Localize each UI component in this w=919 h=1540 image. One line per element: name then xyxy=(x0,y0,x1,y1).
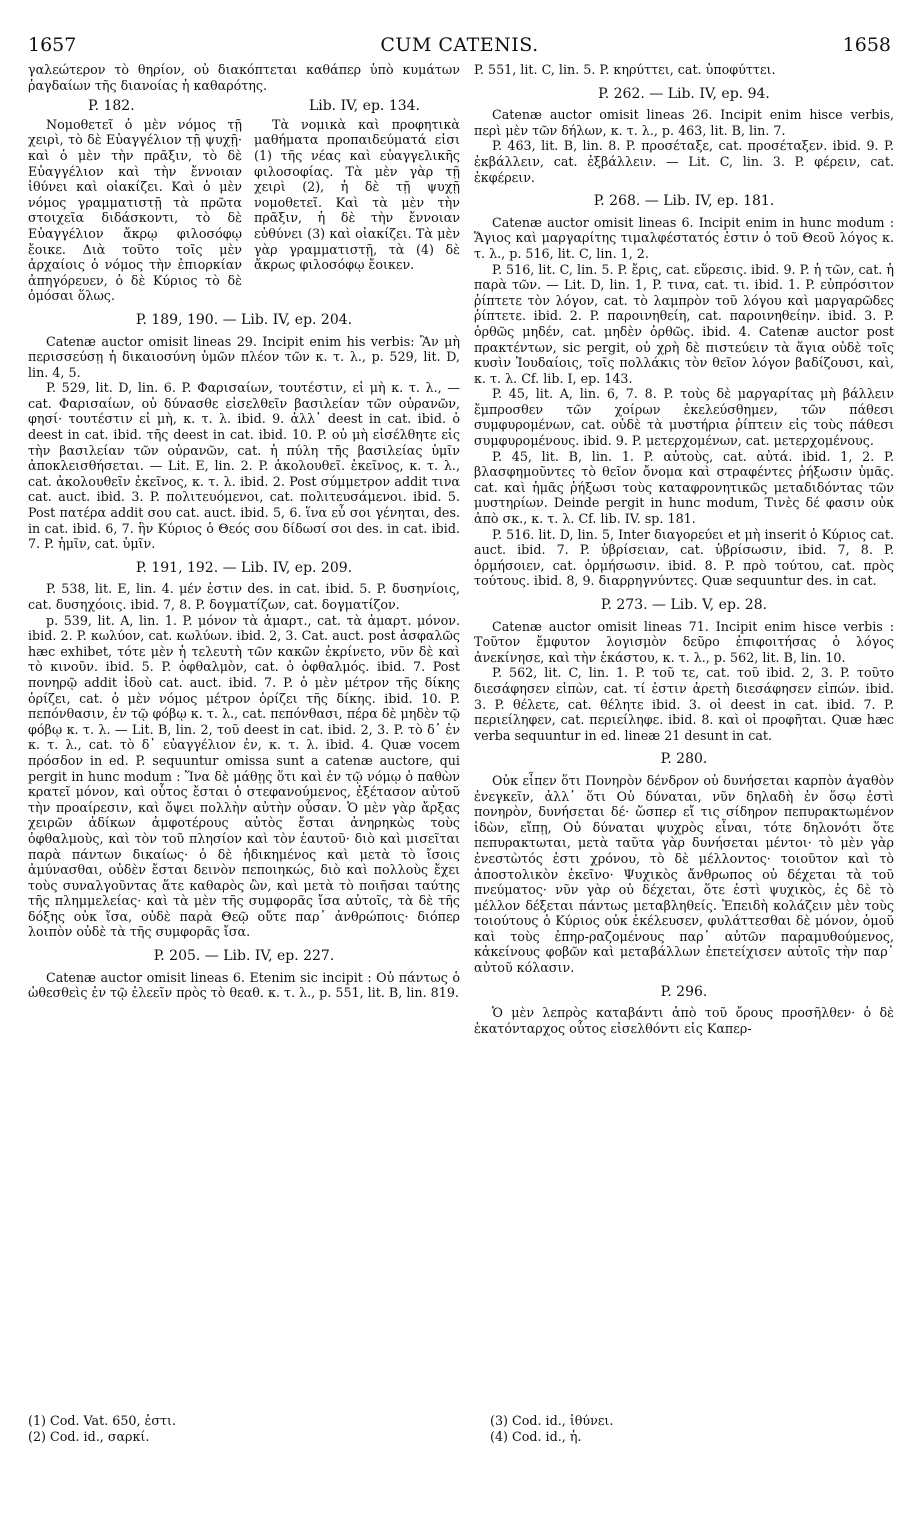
left-column xyxy=(28,62,460,1001)
section-text: Catenæ auctor omisit lineas 26. Incipit enim hisce verbis, περὶ μὲν τῶν δήλων, κ. τ. λ., p. 463, lit. B, lin. 7. xyxy=(474,107,894,138)
section-text: Catenæ auctor omisit lineas 6. Etenim sic incipit : Οὐ πάντως ὁ ὠθεσθεὶς ἐν τῷ ἐλεεῖν πρὸς τὸ θεαθ. κ. τ. λ., p. 551, lit. B, lin. 819. xyxy=(28,969,460,1001)
page-number-left: 1657 xyxy=(28,34,77,56)
parallel-text-a: Νομοθετεῖ ὁ μὲν νόμος τῇ χειρὶ, τὸ δὲ Εὐαγγέλιον τῇ ψυχῇ· καὶ ὁ μὲν τὴν πρᾶξιν, τὸ δὲ Εὐαγγέλιον καὶ τὴν ἔννοιαν ἰθύνει καὶ οἰακίζει. Καὶ ὁ μὲν νόμος γραμματιστῇ τὰ πρῶτα στοιχεῖα διδάσκοντι, τὸ δὲ Εὐαγγέλιον ἄκρῳ φιλοσόφῳ ἔοικε. Διὰ τοῦτο τοῖς μὲν ἀρχαίοις ὁ νόμος τὴν ἐπιορκίαν ἀπηγόρευεν, ὁ δὲ Κύριος τὸ δὲ ὀμόσαι ὅλως. xyxy=(28,116,242,304)
section-text: Catenæ auctor omisit lineas 71. Incipit enim hisce verbis : Τοῦτον ἔμφυτον λογισμὸν δεῦρο ἐπιφοιτήσας ὁ λόγος ἀνεκίνησε, καὶ τὴν ἑκάστου, κ. τ. λ., p. 562, lit. B, lin. 10. xyxy=(474,618,894,665)
section-text: Οὐκ εἶπεν ὅτι Πονηρὸν δένδρον οὐ δυνήσεται καρπὸν ἀγαθὸν ἐνεγκεῖν, ἀλλ᾽ ὅτι Οὐ δύναται, νῦν δηλαδὴ ἐν ὅσῳ ἐστὶ πονηρὸν, δυνήσεται δέ· ὥσπερ εἴ τις σίδηρον πεπυρακτωμένον ἰδὼν, εἴπῃ, Οὐ δύναται ψυχρὸς εἶναι, τότε δηλονότι ὅτε πεπυρακτωται, μετὰ ταῦτα γὰρ δυνήσεται μέντοι· τὸ μὲν γὰρ ἐνεστὼτός ἐστι χρόνου, τὸ δὲ μέλλοντος· τοιοῦτον καὶ τὸ ἀποστολικὸν ἐκεῖνο· Ψυχικὸς ἄνθρωπος οὐ δέχεται τὰ τοῦ πνεύματος· νῦν γὰρ οὐ δέχεται, ὅτε ἐστὶ ψυχικὸς, ἐς δὲ τὸ μέλλον δέξεται πάντως μεταβληθείς. Ἐπειδὴ κολάζειν μὲν τοὺς τοιούτους ὁ Κύριος οὐκ ἐκέλευσεν, φυλάττεσθαι δὲ μόνον, ὁμοῦ καὶ τοὺς ἐπηρ-ραζομένους παρ᾽ αὐτῶν παραμυθούμενος, κἀκείνους φοβῶν καὶ μεταβάλλων ἐπετείχισεν αὐτοῖς τὴν παρ᾽ αὐτοῦ κόλασιν. xyxy=(474,772,894,976)
right-column xyxy=(474,62,894,1036)
section-text: Catenæ auctor omisit lineas 29. Incipit enim his verbis: Ἂν μὴ περισσεύσῃ ἡ δικαιοσύνη ὑμῶν πλέον τῶν κ. τ. λ., p. 529, lit. D, lin. 4, 5. xyxy=(28,333,460,380)
section-text: P. 538, lit. E, lin. 4. μέν ἐστιν des. in cat. ibid. 5. P. δυσηνίοις, cat. δυσηχόοις. ibid. 7, 8. P. δογματίζων, cat. δογματίζον. xyxy=(28,581,460,612)
section-text: P. 516, lit. C, lin. 5. P. ἔρις, cat. εὕρεσις. ibid. 9. P. ἡ τῶν, cat. ἡ παρὰ τῶν. — Lit. D, lin. 1, P. τινα, cat. τι. ibid. 1. P. εὐπρόσιτον ῥίπτετε τὸν λόγον, cat. τὸ λαμπρὸν τοῦ λόγου καὶ μαργαρῶδες ῥίπτετε. ibid. 2. P. παροινηθείη, cat. παροινηθείην. ibid. 3. P. ὀρθῶς μηδέν, cat. μηδὲν ὀρθῶς. ibid. 4. Catenæ auctor post πρακτέντων, sic pergit, οὐ χρὴ δὲ πιστεύειν τὰ ἅγια οὐδὲ τοῖς κυσὶν Ἰουδαίοις, τοῖς πολλάκις τὸν θεῖον λόγον βαδίζουσι, καὶ, κ. τ. λ. Cf. lib. I, ep. 143. xyxy=(474,261,894,386)
footnote: (4) Cod. id., ἡ. xyxy=(490,1429,582,1444)
section-text: P. 463, lit. B, lin. 8. P. προσέταξε, cat. προσέταξεν. ibid. 9. P. ἐκβάλλειν, cat. ἐξβάλλειν. — Lit. C, lin. 3. P. φέρειν, cat. ἐκφέρειν. xyxy=(474,138,894,185)
section-text: P. 516. lit. D, lin. 5, Inter διαγορεύει et μὴ inserit ὁ Κύριος cat. auct. ibid. 7. P. ὑβρίσειαν, cat. ὑβρίσωσιν, ibid. 7, 8. P. ὁρμήσοιεν, cat. ὁρμήσωσιν. ibid. 8. P. πρὸ τούτου, cat. πρὸς τούτους. ibid. 8, 9. διαρρηγνύντες. Quæ sequuntur des. in cat. xyxy=(474,526,894,589)
section-heading-262: P. 262. — Lib. IV, ep. 94. xyxy=(598,85,770,102)
section-text: P. 45, lit. B, lin. 1. P. αὐτοὺς, cat. αὐτά. ibid. 1, 2. P. βλασφημοῦντες τὸ θεῖον ὄνομα καὶ στραφέντες ῥήξωσιν ὑμᾶς. cat. καὶ ἡμᾶς ῥήξωσι τοὺς καταφρονητικῶς μεταδιδόντας τῶν μυστηρίων. Deinde pergit in hunc modum, Τινὲς δέ φασιν οὐκ ἀπὸ σκ., κ. τ. λ. Cf. lib. IV. sp. 181. xyxy=(474,448,894,527)
section-heading-189: P. 189, 190. — Lib. IV, ep. 204. xyxy=(135,311,353,328)
heading-part-left: P. 182. xyxy=(88,98,135,115)
section-heading-205: P. 205. — Lib. IV, ep. 227. xyxy=(153,948,335,965)
section-heading-273: P. 273. — Lib. V, ep. 28. xyxy=(600,597,768,613)
section-heading-268: P. 268. — Lib. IV, ep. 181. xyxy=(593,193,775,210)
parallel-text-block xyxy=(28,117,460,304)
footnote: (2) Cod. id., σαρκί. xyxy=(28,1429,150,1444)
section-text: P. 529, lit. D, lin. 6. P. Φαρισαίων, τουτέστιν, εἰ μὴ κ. τ. λ., — cat. Φαρισαίων, οὐ δύνασθε εἰσελθεῖν βασιλείαν τῶν οὐρανῶν, φησί· τουτέστιν εἰ μὴ, κ. τ. λ. ibid. 9. ἀλλ᾽ deest in cat. ibid. ὁ deest in cat. ibid. τῆς deest in cat. ibid. 10. P. οὐ μὴ εἰσέλθητε εἰς τὴν βασιλείαν τῶν οὐρανῶν, cat. ἡ πύλη τῆς βασιλείας ὑμῖν ἀποκλεισθήσεται. — Lit. E, lin. 2. P. ἀκολουθεῖ. ἐκεῖνος, κ. τ. λ., cat. ἀκολουθεῖν ἐκεῖνος, κ. τ. λ. ibid. 2. Post σύμμετρον addit τινα cat. auct. ibid. 3. P. πολιτευόμενοι, cat. πολιτευσάμενοι. ibid. 5. Post πατέρα addit σου cat. auct. ibid. 5, 6. ἵνα εὖ σοι γένηται, des. in cat. ibid. 6, 7. ἣν Κύριος ὁ Θεός σου δίδωσί σοι des. in cat. ibid. 7. P. ἡμῖν, cat. ὑμῖν. xyxy=(28,380,460,552)
footnote: (3) Cod. id., ἰθύνει. xyxy=(490,1413,614,1428)
section-heading-296: P. 296. xyxy=(660,983,708,1000)
section-text: P. 562, lit. C, lin. 1. P. τοῦ τε, cat. τοῦ ibid. 2, 3. P. τοῦτο διεσάφησεν εἰπὼν, cat. τί ἐστιν ἀρετὴ διεσάφησεν εἰπών. ibid. 3. P. θέλετε, cat. θέλητε ibid. 3. οἱ deest in cat. ibid. 7. P. περιείληφεν, cat. περιείληφε. ibid. 8. καὶ οἱ προφῆται. Quæ hæc verba sequuntur in ed. lineæ 21 desunt in cat. xyxy=(474,665,894,743)
section-heading-182 xyxy=(28,99,460,115)
running-title: CUM CATENIS. xyxy=(380,34,539,56)
section-text: Catenæ auctor omisit lineas 6. Incipit enim in hunc modum : Ἅγιος καὶ μαργαρίτης τιμαλφέστατός ἐστιν ὁ τοῦ Θεοῦ λόγος κ. τ. λ., p. 516, lit. C, lin. 1, 2. xyxy=(474,214,894,261)
footnote: (1) Cod. Vat. 650, ἐστι. xyxy=(28,1413,177,1428)
heading-part-right: Lib. IV, ep. 134. xyxy=(308,98,420,115)
footnotes-left xyxy=(28,1413,448,1445)
page-header xyxy=(28,34,891,62)
section-text: P. 551, lit. C, lin. 5. P. κηρύττει, cat. ὑποφύττει. xyxy=(474,62,776,77)
section-text: P. 45, lit. A, lin. 6, 7. 8. P. τοὺς δὲ μαργαρίτας μὴ βάλλειν ἔμπροσθεν τῶν χοίρων ἐκελεύσθημεν, τῶν πάθεσι συμφυρομένων, cat. οὐδὲ τὰ μυστήρια ῥίπτειν εἰς τοὺς πάθεσι συμφυρομένους. ibid. 9. P. μετερχομένων, cat. μετερχομένους. xyxy=(474,386,894,449)
footnotes-right xyxy=(490,1413,890,1445)
page-number-right: 1658 xyxy=(842,34,891,56)
parallel-text-b: Τὰ νομικὰ καὶ προφητικὰ μαθήματα προπαιδεύματά εἰσι (1) τῆς νέας καὶ εὐαγγελικῆς φιλοσοφίας. Τὰ μὲν γὰρ τῇ χειρὶ (2), ἡ δὲ τῇ ψυχῇ νομοθετεῖ. Καὶ τὰ μὲν τὴν πρᾶξιν, ἡ δὲ τὴν ἔννοιαν εὐθύνει (3) καὶ οἰακίζει. Τὰ μὲν γὰρ γραμματιστῇ, τὰ (4) δὲ ἄκρως φιλοσόφῳ ἔοικεν. xyxy=(254,116,460,273)
section-heading-280: P. 280. xyxy=(660,751,708,768)
section-text: p. 539, lit. A, lin. 1. P. μόνον τὰ ἁμαρτ., cat. τὰ ἁμαρτ. μόνον. ibid. 2. P. κωλύον, cat. κωλύων. ibid. 2, 3. Cat. auct. post ἀσφαλῶς hæc exhibet, τότε μὲν ἡ τελευτὴ τῶν κακῶν ἐκρίνετο, νῦν δὲ καὶ τὸ κινοῦν. ibid. 5. P. ὀφθαλμὸν, cat. ὁ ὀφθαλμός. ibid. 7. Post πονηρῷ addit ἰδοὺ cat. auct. ibid. 7. P. ὁ μὲν μέτρον τῆς δίκης ὁρίζει, cat. ὁ μὲν νόμος μέτρον ὁρίζει τῆς δίκης. ibid. 10. P. πεπόνθασιν, ἐν τῷ φόβῳ κ. τ. λ., cat. πεπόνθασι, πέρα δὲ μηδὲν τῷ φόβῳ κ. τ. λ. — Lit. B, lin. 2, τοῦ deest in cat. ibid. 2, 3. P. τὸ δ᾽ ἐν κ. τ. λ., cat. τὸ δ᾽ εὐαγγέλιον ἐν, κ. τ. λ. ibid. 4. Quæ vocem πρόσδον in ed. P. sequuntur omissa sunt a catenæ auctore, qui pergit in hunc modum : Ἵνα δὲ μάθῃς ὅτι καὶ ἐν τῷ νόμῳ ὁ παθὼν κρατεῖ μόνον, καὶ οὗτος ἔσται ὁ στεφανούμενος, ἐξέτασον αὐτοῦ τὴν προαίρεσιν, καὶ ὄψει πολλὴν αὐτὴν οὖσαν. Ὁ μὲν γὰρ ἄρξας χειρῶν ἀδίκων ἀμφοτέρους αὐτὸς ἔσται ἀνηρηκὼς τοὺς ὀφθαλμοὺς, καὶ τὸν τοῦ πλησίον καὶ τὸν ἑαυτοῦ· διὸ καὶ μισεῖται παρὰ πάντων δικαίως· ὁ δὲ ἠδικημένος καὶ μετὰ τὸ ἴσοις ἀμύνασθαι, οὐδὲν ἔσται δεινὸν πεποιηκώς, διὸ καὶ πολλοὺς ἔχει τοὺς συναλγοῦντας ἅτε καθαρὸς ὢν, καὶ μετὰ τὸ ποιῆσαι ταύτης τῆς πλημμελείας· καὶ τὰ μὲν τῆς συμφορᾶς ἴσα αὐτοῖς, τὰ δὲ τῆς δόξης οὐκ ἴσα, οὐδὲ παρὰ Θεῷ οὔτε παρ᾽ ἀνθρώποις· διόπερ λοιπὸν οὐδὲ τὰ τῆς συμφορᾶς ἴσα. xyxy=(28,612,460,940)
section-heading-191: P. 191, 192. — Lib. IV, ep. 209. xyxy=(135,559,353,576)
intro-text: γαλεώτερον τὸ θηρίον, οὐ διακόπτεται καθάπερ ὑπὸ κυμάτων ῥαγδαίων τῆς διανοίας ἡ καθαρότης. xyxy=(28,62,460,93)
section-text: Ὁ μὲν λεπρὸς καταβάντι ἀπὸ τοῦ ὄρους προσῆλθεν· ὁ δὲ ἑκατόνταρχος οὗτος εἰσελθόντι εἰς Καπερ- xyxy=(474,1005,894,1036)
